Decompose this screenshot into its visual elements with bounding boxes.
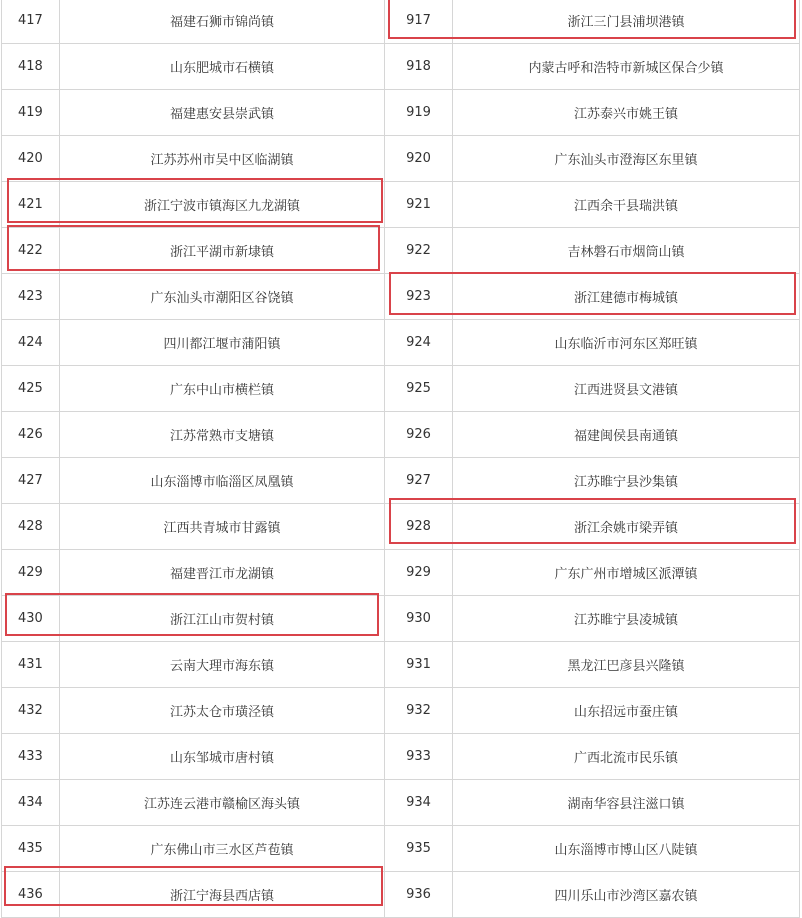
table-row [2, 826, 800, 872]
table-row [2, 228, 800, 274]
town-name-right: 四川乐山市沙湾区嘉农镇 [453, 872, 800, 918]
row-number-right: 920 [385, 136, 453, 182]
table-row [2, 872, 800, 918]
table-row [2, 320, 800, 366]
town-name-left: 广东佛山市三水区芦苞镇 [60, 826, 385, 872]
town-name-left: 四川都江堰市蒲阳镇 [60, 320, 385, 366]
row-number-right: 934 [385, 780, 453, 826]
row-number-left: 434 [2, 780, 60, 826]
town-name-right: 广东汕头市澄海区东里镇 [453, 136, 800, 182]
table-row [2, 780, 800, 826]
town-name-right: 江西进贤县文港镇 [453, 366, 800, 412]
table-row [2, 596, 800, 642]
row-number-left: 428 [2, 504, 60, 550]
town-name-right: 福建闽侯县南通镇 [453, 412, 800, 458]
town-name-right: 广西北流市民乐镇 [453, 734, 800, 780]
town-name-right: 山东淄博市博山区八陡镇 [453, 826, 800, 872]
town-name-left: 浙江平湖市新埭镇 [60, 228, 385, 274]
town-name-right: 吉林磐石市烟筒山镇 [453, 228, 800, 274]
town-name-left: 山东肥城市石横镇 [60, 44, 385, 90]
table-row [2, 136, 800, 182]
row-number-right: 919 [385, 90, 453, 136]
row-number-right: 917 [385, 0, 453, 44]
row-number-left: 429 [2, 550, 60, 596]
table-row [2, 642, 800, 688]
town-name-right: 浙江三门县浦坝港镇 [453, 0, 800, 44]
row-number-left: 417 [2, 0, 60, 44]
row-number-left: 427 [2, 458, 60, 504]
town-name-left: 浙江宁海县西店镇 [60, 872, 385, 918]
town-name-left: 江苏常熟市支塘镇 [60, 412, 385, 458]
table-row [2, 182, 800, 228]
row-number-left: 421 [2, 182, 60, 228]
row-number-right: 929 [385, 550, 453, 596]
row-number-right: 921 [385, 182, 453, 228]
town-name-right: 江苏睢宁县凌城镇 [453, 596, 800, 642]
town-name-left: 云南大理市海东镇 [60, 642, 385, 688]
town-name-left: 浙江江山市贺村镇 [60, 596, 385, 642]
row-number-right: 923 [385, 274, 453, 320]
row-number-right: 936 [385, 872, 453, 918]
row-number-left: 433 [2, 734, 60, 780]
town-name-left: 江苏连云港市赣榆区海头镇 [60, 780, 385, 826]
town-name-right: 黑龙江巴彦县兴隆镇 [453, 642, 800, 688]
table-row [2, 458, 800, 504]
table-row [2, 550, 800, 596]
town-name-left: 山东邹城市唐村镇 [60, 734, 385, 780]
row-number-left: 423 [2, 274, 60, 320]
row-number-left: 420 [2, 136, 60, 182]
town-name-right: 江苏泰兴市姚王镇 [453, 90, 800, 136]
table-row [2, 90, 800, 136]
row-number-right: 927 [385, 458, 453, 504]
row-number-left: 432 [2, 688, 60, 734]
row-number-right: 925 [385, 366, 453, 412]
town-name-left: 广东汕头市潮阳区谷饶镇 [60, 274, 385, 320]
row-number-left: 422 [2, 228, 60, 274]
table-row [2, 412, 800, 458]
table-row [2, 0, 800, 44]
town-name-left: 江苏苏州市吴中区临湖镇 [60, 136, 385, 182]
row-number-right: 918 [385, 44, 453, 90]
row-number-left: 430 [2, 596, 60, 642]
town-list-table [1, 0, 800, 918]
town-name-right: 山东招远市蚕庄镇 [453, 688, 800, 734]
row-number-right: 932 [385, 688, 453, 734]
town-name-left: 江西共青城市甘露镇 [60, 504, 385, 550]
row-number-right: 922 [385, 228, 453, 274]
town-name-right: 浙江建德市梅城镇 [453, 274, 800, 320]
row-number-left: 435 [2, 826, 60, 872]
table-row [2, 366, 800, 412]
town-name-right: 广东广州市增城区派潭镇 [453, 550, 800, 596]
town-name-left: 广东中山市横栏镇 [60, 366, 385, 412]
table-row [2, 688, 800, 734]
town-name-left: 福建晋江市龙湖镇 [60, 550, 385, 596]
town-name-right: 江西余干县瑞洪镇 [453, 182, 800, 228]
row-number-right: 926 [385, 412, 453, 458]
town-name-left: 山东淄博市临淄区凤凰镇 [60, 458, 385, 504]
row-number-right: 931 [385, 642, 453, 688]
town-name-right: 山东临沂市河东区郑旺镇 [453, 320, 800, 366]
row-number-right: 930 [385, 596, 453, 642]
row-number-left: 431 [2, 642, 60, 688]
row-number-right: 935 [385, 826, 453, 872]
row-number-right: 933 [385, 734, 453, 780]
town-name-left: 福建惠安县崇武镇 [60, 90, 385, 136]
table-row [2, 734, 800, 780]
table-row [2, 504, 800, 550]
row-number-left: 436 [2, 872, 60, 918]
town-name-left: 江苏太仓市璜泾镇 [60, 688, 385, 734]
row-number-left: 418 [2, 44, 60, 90]
row-number-left: 426 [2, 412, 60, 458]
row-number-right: 924 [385, 320, 453, 366]
town-name-right: 湖南华容县注滋口镇 [453, 780, 800, 826]
table-row [2, 274, 800, 320]
town-name-right: 内蒙古呼和浩特市新城区保合少镇 [453, 44, 800, 90]
row-number-left: 419 [2, 90, 60, 136]
town-name-left: 浙江宁波市镇海区九龙湖镇 [60, 182, 385, 228]
town-name-right: 浙江余姚市梁弄镇 [453, 504, 800, 550]
row-number-left: 425 [2, 366, 60, 412]
town-name-left: 福建石狮市锦尚镇 [60, 0, 385, 44]
table-row [2, 44, 800, 90]
row-number-left: 424 [2, 320, 60, 366]
row-number-right: 928 [385, 504, 453, 550]
town-name-right: 江苏睢宁县沙集镇 [453, 458, 800, 504]
